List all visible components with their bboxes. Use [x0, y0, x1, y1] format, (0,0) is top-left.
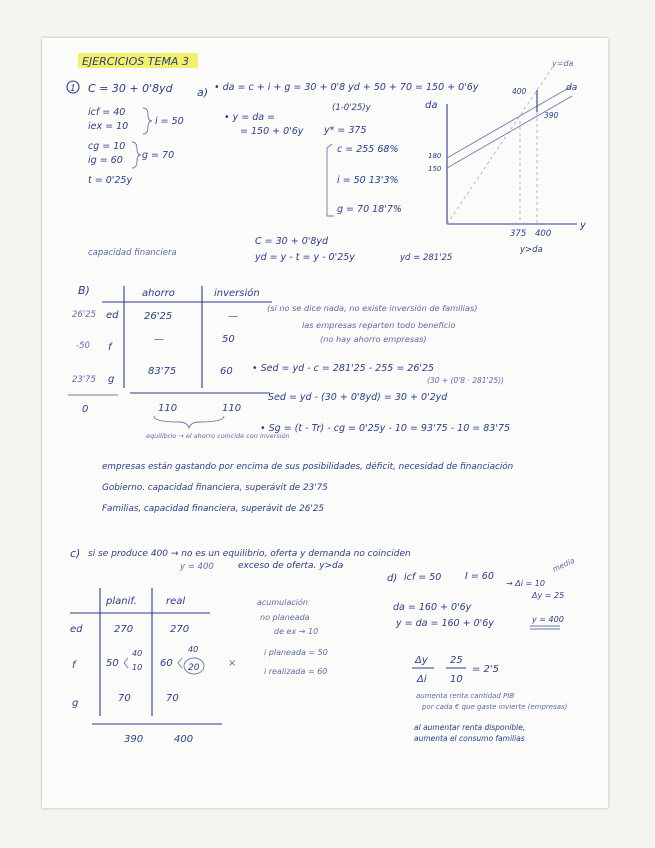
table-c-real-f-split-2: 20 — [188, 663, 200, 673]
col-ahorro: ahorro — [142, 288, 175, 299]
aggregate-demand-line-1 — [447, 96, 572, 168]
table-b-inversion-ed: — — [228, 311, 238, 322]
part-d-delta-y: Δy = 25 — [532, 591, 565, 600]
planned-investment: i planeada = 50 — [264, 648, 328, 657]
table-c-planif-g: 70 — [118, 693, 131, 704]
aggregate-demand-line-2 — [447, 86, 572, 158]
total-real: 400 — [174, 734, 194, 745]
equilibrium-eq: • y = da = — [224, 112, 276, 123]
line-45-label: y=da — [552, 59, 574, 68]
disposable-income-def: yd = y - t = y - 0'25y — [255, 252, 355, 263]
page-title: EJERCICIOS TEMA 3 — [82, 55, 189, 68]
table-c-row-g: g — [72, 698, 79, 709]
conclusion-firms: empresas están gastando por encima de sus posibilidades, déficit, necesidad de financiación — [102, 462, 514, 472]
table-c-planif-f: 50 — [106, 658, 119, 669]
realized-investment: i realizada = 60 — [264, 667, 328, 676]
accumulation-2: no planeada — [260, 613, 310, 622]
notebook-page — [42, 38, 608, 808]
col-planif: planif. — [106, 596, 137, 607]
table-c-planif-ed: 270 — [114, 624, 134, 635]
tick-150: 150 — [428, 165, 442, 173]
part-d-media: media — [551, 555, 577, 574]
household-saving-2: Sed = yd - (30 + 0'8yd) = 30 + 0'2yd — [268, 392, 448, 403]
g-total: g = 70 — [142, 150, 175, 161]
investment-share: i = 50 13'3% — [337, 175, 399, 186]
total-inversion: 110 — [222, 403, 242, 414]
part-b-label: B) — [78, 284, 90, 297]
part-c-y400: y = 400 — [180, 562, 214, 572]
table-c-planif-f-split-1: 40 — [132, 649, 143, 658]
multiplier-note-3: al aumentar renta disponible, — [414, 723, 526, 732]
consumption-function: C = 30 + 0'8yd — [88, 82, 173, 95]
consumption-def: C = 30 + 0'8yd — [255, 236, 329, 247]
tax-function: t = 0'25y — [88, 175, 133, 186]
handwritten-notes — [42, 38, 608, 808]
aggregate-demand-eq: • da = c + i + g = 30 + 0'8 yd + 50 + 70 = 150 + 0'6y — [214, 82, 479, 93]
tick-180: 180 — [428, 152, 442, 160]
col-real: real — [166, 596, 186, 607]
conclusion-government: Gobierno. capacidad financiera, superávit de 23'75 — [102, 483, 328, 493]
government-share: g = 70 18'7% — [337, 204, 402, 215]
household-saving-bracket: (30 + (0'8 · 281'25)) — [427, 376, 504, 385]
i-total: i = 50 — [155, 116, 184, 127]
part-c-text: si se produce 400 → no es un equilibrio, oferta y demanda no coinciden — [88, 549, 411, 559]
government-saving: • Sg = (t - Tr) - cg = 0'25y - 10 = 93'75 - 10 = 83'75 — [260, 423, 511, 434]
table-c-real-g: 70 — [166, 693, 179, 704]
table-c-planif-f-split-2: 10 — [132, 663, 143, 672]
table-b-ahorro-ed: 26'25 — [144, 311, 173, 322]
part-d-i: I = 60 — [465, 571, 494, 582]
graph-y-axis-label: da — [425, 100, 438, 111]
cg-value: cg = 10 — [88, 141, 126, 152]
table-b-row-g: g — [108, 374, 115, 385]
tick-400: 400 — [512, 87, 527, 96]
table-b-ahorro-f: — — [154, 334, 164, 345]
table-b-inversion-g: 60 — [220, 366, 233, 377]
x-excess-label: y>da — [520, 245, 543, 255]
table-b-side-g: 23'75 — [72, 375, 96, 385]
table-b-side-ed: 26'25 — [72, 310, 96, 320]
note-families: (si no se dice nada, no existe inversión de familias) — [267, 303, 478, 313]
equilibrium-income: y* = 375 — [324, 125, 367, 136]
part-c-excess: exceso de oferta. y>da — [238, 561, 344, 571]
table-b-zero: 0 — [82, 404, 89, 415]
multiplier-note-4: aumenta el consumo familias — [414, 734, 525, 743]
table-b-inversion-f: 50 — [222, 334, 235, 345]
x-tick-375: 375 — [510, 229, 527, 239]
note-no-saving: (no hay ahorro empresas) — [320, 334, 427, 344]
table-c-real-f: 60 — [160, 658, 173, 669]
iex-value: iex = 10 — [88, 121, 129, 132]
table-c-row-ed: ed — [70, 624, 83, 635]
accumulation-1: acumulación — [257, 598, 308, 607]
question-number: 1 — [70, 84, 76, 94]
equilibrium-note: equilibrio → el ahorro coincide con inversión — [146, 432, 290, 440]
part-c-label: c) — [70, 547, 81, 560]
total-ahorro: 110 — [158, 403, 178, 414]
part-d-y400: y = 400 — [532, 615, 564, 624]
household-saving-1: • Sed = yd - c = 281'25 - 255 = 26'25 — [252, 363, 435, 374]
part-d-icf: icf = 50 — [404, 572, 442, 583]
multiplier-numerator: Δy — [415, 655, 428, 666]
accumulation-3: de ex → 10 — [274, 627, 319, 636]
table-b-row-ed: ed — [106, 310, 119, 321]
disposable-income-sub: (1-0'25)y — [332, 103, 371, 113]
part-a-label: a) — [197, 86, 209, 99]
multiplier-result: = 2'5 — [472, 664, 500, 675]
table-b-ahorro-g: 83'75 — [148, 366, 177, 377]
part-d-equilibrium: y = da = 160 + 0'6y — [396, 618, 494, 629]
icf-value: icf = 40 — [88, 107, 126, 118]
note-firms: las empresas reparten todo beneficio — [302, 320, 456, 330]
total-planif: 390 — [124, 734, 144, 745]
equilibrium-eq-2: = 150 + 0'6y — [240, 126, 304, 137]
part-d-da: da = 160 + 0'6y — [393, 602, 472, 613]
table-b-row-f: f — [108, 342, 112, 353]
multiplier-note-2: por cada € que gaste invierte (empresas) — [422, 703, 568, 711]
multiplier-denominator: Δi — [417, 674, 427, 685]
multiplier-note-1: aumenta renta cantidad PIB — [416, 692, 515, 700]
part-d-label: d) — [387, 573, 398, 584]
capacidad-note: capacidad financiera — [88, 248, 177, 258]
multiplier-mid-den: 10 — [450, 674, 463, 685]
consumption-share: c = 255 68% — [337, 144, 399, 155]
graph-x-axis-label: y — [580, 220, 586, 231]
part-d-delta-i: → Δi = 10 — [506, 579, 545, 588]
tick-390: 390 — [544, 111, 559, 120]
table-c-row-f: f — [72, 660, 76, 671]
conclusion-families: Familias, capacidad financiera, superávit de 26'25 — [102, 504, 324, 514]
disposable-income-value: yd = 281'25 — [400, 253, 453, 263]
x-tick-400: 400 — [535, 229, 552, 239]
da-line-label: da — [566, 83, 578, 93]
table-c-real-f-split-1: 40 — [188, 645, 199, 654]
table-b-side-f: -50 — [76, 341, 90, 351]
multiplier-mid-num: 25 — [450, 655, 463, 666]
col-inversion: inversión — [214, 288, 260, 299]
ig-value: ig = 60 — [88, 155, 123, 166]
table-c-cross-mark: × — [228, 658, 237, 669]
table-c-real-ed: 270 — [170, 624, 190, 635]
